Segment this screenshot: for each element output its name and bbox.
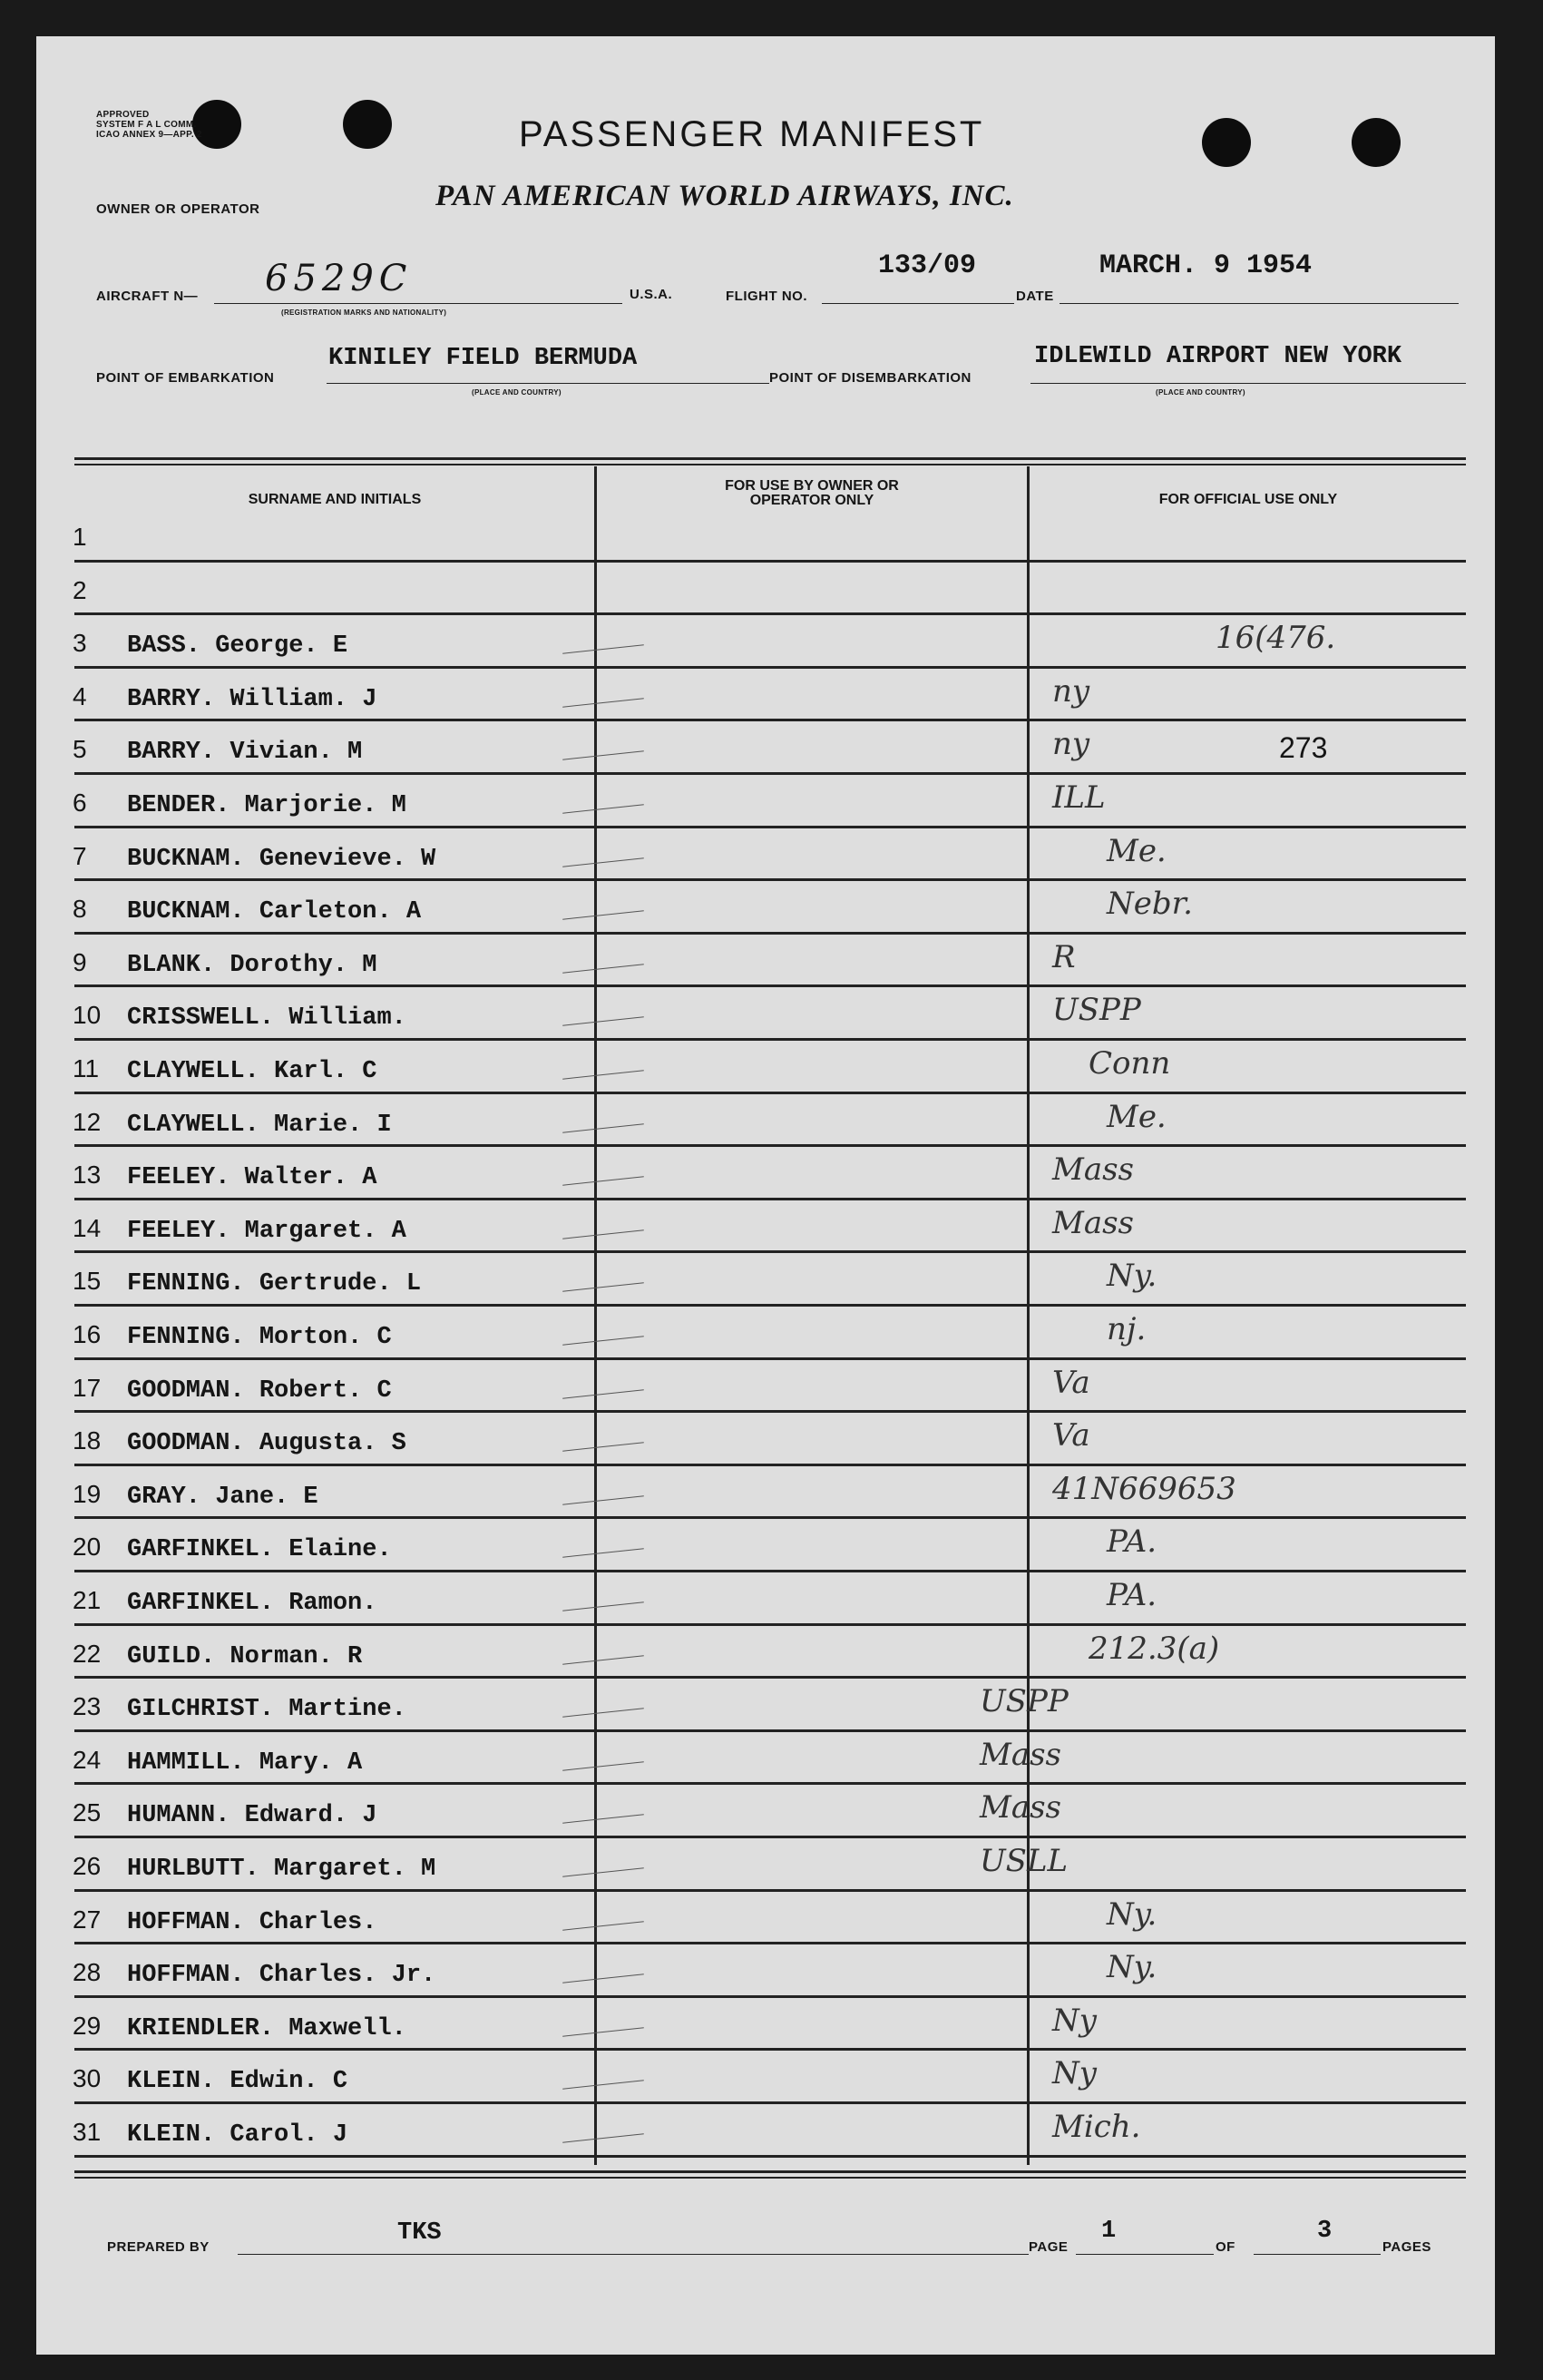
official-notation: 41N669653 — [1052, 1470, 1236, 1507]
row-number: 3 — [73, 629, 87, 658]
passenger-name: BARRY. Vivian. M — [127, 739, 363, 767]
official-notation: PA. — [1107, 1577, 1157, 1613]
of-underline — [1254, 2254, 1381, 2255]
disembark-label: POINT OF DISEMBARKATION — [769, 370, 972, 386]
official-notation: Me. — [1107, 1098, 1167, 1135]
row-number: 20 — [73, 1533, 102, 1562]
row-rule — [74, 1038, 1466, 1041]
embark-underline — [327, 383, 769, 384]
disembark-value: IDLEWILD AIRPORT NEW YORK — [1034, 343, 1402, 370]
row-number: 26 — [73, 1852, 102, 1880]
row-number: 2 — [73, 575, 87, 604]
table-top-rule-2 — [74, 464, 1466, 465]
row-number: 11 — [73, 1054, 100, 1082]
approval-line-3: ICAO ANNEX 9—APP. 2 — [96, 130, 202, 140]
official-notation: USLL — [980, 1843, 1069, 1879]
official-notation: Me. — [1107, 832, 1167, 869]
table-bottom-rule-2 — [74, 2177, 1466, 2179]
row-rule — [74, 1250, 1466, 1253]
col-header-owner: FOR USE BY OWNER OR OPERATOR ONLY — [725, 478, 899, 508]
col-header-official: FOR OFFICIAL USE ONLY — [1158, 492, 1338, 507]
passenger-name: BUCKNAM. Genevieve. W — [127, 845, 436, 873]
row-number: 5 — [73, 735, 87, 764]
embark-place-note: (PLACE AND COUNTRY) — [472, 388, 562, 397]
passenger-name: CLAYWELL. Marie. I — [127, 1111, 392, 1139]
official-notation: Mass — [980, 1789, 1061, 1827]
row-number: 16 — [73, 1320, 102, 1348]
embark-label: POINT OF EMBARKATION — [96, 370, 275, 386]
row-number: 19 — [73, 1479, 102, 1508]
official-notation: Mass — [980, 1736, 1061, 1773]
official-notation: Nebr. — [1107, 886, 1193, 923]
row-number: 12 — [73, 1107, 102, 1136]
passenger-name: HAMMILL. Mary. A — [127, 1748, 363, 1777]
passenger-name: BARRY. William. J — [127, 685, 377, 713]
passenger-name: FEELEY. Walter. A — [127, 1164, 377, 1192]
row-rule — [74, 2048, 1466, 2051]
row-number: 21 — [73, 1586, 102, 1614]
row-number: 28 — [73, 1958, 102, 1987]
official-notation: Ny. — [1107, 1949, 1157, 1986]
aircraft-label: AIRCRAFT N— — [96, 289, 199, 304]
passenger-name: CLAYWELL. Karl. C — [127, 1058, 377, 1085]
approval-line-2: SYSTEM F A L COMM. — [96, 120, 197, 130]
official-notation: R — [1052, 938, 1076, 975]
col-header-name: SURNAME AND INITIALS — [248, 492, 422, 507]
official-notation: USPP — [980, 1683, 1069, 1720]
official-notation: Mass — [1052, 1151, 1134, 1189]
registration-note: (REGISTRATION MARKS AND NATIONALITY) — [281, 309, 447, 317]
aircraft-value: 6529C — [265, 258, 413, 299]
row-rule — [74, 666, 1466, 669]
row-rule — [74, 1357, 1466, 1360]
table-bottom-rule — [74, 2170, 1466, 2173]
official-notation: Conn — [1089, 1045, 1171, 1082]
disembark-underline — [1030, 383, 1466, 384]
approval-line-1: APPROVED — [96, 110, 150, 120]
row-rule — [74, 1144, 1466, 1147]
passenger-name: FEELEY. Margaret. A — [127, 1217, 406, 1245]
row-number: 30 — [73, 2064, 102, 2093]
row-rule — [74, 1836, 1466, 1838]
page-value: 1 — [1101, 2218, 1117, 2245]
row-number: 7 — [73, 841, 87, 870]
official-notation: Ny — [1052, 2055, 1097, 2092]
prepared-value: TKS — [397, 2219, 442, 2247]
row-number: 25 — [73, 1798, 102, 1827]
row-rule — [74, 1410, 1466, 1413]
row-number: 10 — [73, 1001, 102, 1030]
prepared-underline — [238, 2254, 1029, 2255]
official-notation: Ny. — [1107, 1258, 1157, 1295]
official-notation: Mass — [1052, 1204, 1134, 1241]
passenger-name: GOODMAN. Robert. C — [127, 1376, 392, 1405]
pages-label: PAGES — [1382, 2239, 1431, 2255]
passenger-name: GOODMAN. Augusta. S — [127, 1430, 406, 1458]
row-rule — [74, 878, 1466, 881]
row-rule — [74, 2101, 1466, 2104]
row-number: 1 — [73, 523, 87, 551]
flight-underline — [822, 303, 1014, 304]
owner-label: OWNER OR OPERATOR — [96, 201, 260, 217]
official-notation: Ny. — [1107, 1895, 1157, 1933]
row-number: 29 — [73, 2011, 102, 2040]
disembark-place-note: (PLACE AND COUNTRY) — [1156, 388, 1245, 397]
official-notation: Mich. — [1052, 2109, 1141, 2145]
official-notation: ILL — [1052, 779, 1106, 816]
passenger-name: GILCHRIST. Martine. — [127, 1696, 406, 1724]
row-number: 27 — [73, 1905, 102, 1934]
passenger-name: HOFFMAN. Charles. — [127, 1908, 377, 1936]
official-notation: Ny — [1052, 2002, 1097, 2039]
punch-hole-4 — [1352, 118, 1401, 167]
row-rule — [74, 1304, 1466, 1307]
passenger-name: BASS. George. E — [127, 632, 348, 661]
prepared-label: PREPARED BY — [107, 2239, 210, 2255]
row-number: 8 — [73, 895, 87, 924]
row-rule — [74, 1676, 1466, 1679]
row-rule — [74, 1570, 1466, 1572]
date-label: DATE — [1016, 289, 1054, 304]
passenger-name: BLANK. Dorothy. M — [127, 951, 377, 979]
row-number: 17 — [73, 1373, 102, 1402]
aircraft-underline — [214, 303, 622, 304]
row-rule — [74, 1092, 1466, 1094]
passenger-name: BENDER. Marjorie. M — [127, 792, 406, 819]
passenger-name: CRISSWELL. William. — [127, 1004, 406, 1033]
passenger-name: KRIENDLER. Maxwell. — [127, 2014, 406, 2042]
table-top-rule — [74, 457, 1466, 460]
official-notation: ny — [1052, 672, 1090, 710]
passenger-name: KLEIN. Edwin. C — [127, 2068, 348, 2096]
passenger-name: HOFFMAN. Charles. Jr. — [127, 1962, 436, 1990]
row-rule — [74, 1782, 1466, 1785]
row-rule — [74, 612, 1466, 615]
passenger-name: FENNING. Morton. C — [127, 1324, 392, 1351]
row-number: 15 — [73, 1267, 102, 1296]
embark-value: KINILEY FIELD BERMUDA — [328, 345, 638, 372]
date-underline — [1060, 303, 1459, 304]
row-rule — [74, 1198, 1466, 1200]
row-rule — [74, 560, 1466, 563]
passenger-name: HUMANN. Edward. J — [127, 1802, 377, 1830]
row-number: 13 — [73, 1161, 102, 1190]
row-rule — [74, 1889, 1466, 1892]
row-number: 31 — [73, 2118, 102, 2146]
row-number: 24 — [73, 1745, 102, 1774]
owner-name: PAN AMERICAN WORLD AIRWAYS, INC. — [435, 180, 1014, 212]
row-rule — [74, 932, 1466, 935]
official-notation: 16(476. — [1216, 620, 1336, 657]
passenger-name: GUILD. Norman. R — [127, 1642, 363, 1670]
flight-value: 133/09 — [878, 250, 977, 281]
row-rule — [74, 826, 1466, 828]
row-number: 22 — [73, 1639, 102, 1668]
page-label: PAGE — [1029, 2239, 1069, 2255]
flight-label: FLIGHT NO. — [726, 289, 807, 304]
row-rule — [74, 719, 1466, 721]
row-rule — [74, 1942, 1466, 1944]
row-rule — [74, 1729, 1466, 1732]
of-value: 3 — [1317, 2218, 1333, 2245]
nationality: U.S.A. — [630, 287, 673, 302]
row-number: 14 — [73, 1213, 102, 1242]
annotation-273: 273 — [1279, 731, 1328, 764]
row-number: 18 — [73, 1426, 102, 1455]
page-title: PASSENGER MANIFEST — [519, 114, 985, 154]
row-rule — [74, 772, 1466, 775]
official-notation: Va — [1052, 1364, 1090, 1401]
punch-hole-2 — [343, 100, 392, 149]
official-notation: 212.3(a) — [1089, 1630, 1220, 1667]
of-label: OF — [1216, 2239, 1235, 2255]
official-notation: nj. — [1107, 1311, 1147, 1347]
row-rule — [74, 984, 1466, 987]
row-rule — [74, 1516, 1466, 1519]
passenger-name: HURLBUTT. Margaret. M — [127, 1856, 436, 1883]
official-notation: USPP — [1052, 992, 1141, 1029]
approval-block — [96, 110, 202, 140]
row-rule — [74, 2155, 1466, 2158]
passenger-name: BUCKNAM. Carleton. A — [127, 898, 422, 926]
row-number: 6 — [73, 788, 87, 817]
row-number: 23 — [73, 1692, 102, 1721]
row-rule — [74, 1623, 1466, 1626]
passenger-name: GRAY. Jane. E — [127, 1483, 318, 1511]
passenger-name: KLEIN. Carol. J — [127, 2121, 348, 2149]
row-number: 4 — [73, 681, 87, 710]
row-rule — [74, 1995, 1466, 1998]
date-value: MARCH. 9 1954 — [1099, 250, 1313, 281]
official-notation: PA. — [1107, 1523, 1157, 1561]
row-rule — [74, 1464, 1466, 1466]
passenger-name: FENNING. Gertrude. L — [127, 1270, 422, 1298]
official-notation: Va — [1052, 1417, 1090, 1454]
official-notation: ny — [1052, 726, 1090, 763]
row-number: 9 — [73, 947, 87, 976]
punch-hole-3 — [1202, 118, 1251, 167]
passenger-name: GARFINKEL. Elaine. — [127, 1536, 392, 1564]
page-underline — [1076, 2254, 1214, 2255]
passenger-name: GARFINKEL. Ramon. — [127, 1590, 377, 1617]
